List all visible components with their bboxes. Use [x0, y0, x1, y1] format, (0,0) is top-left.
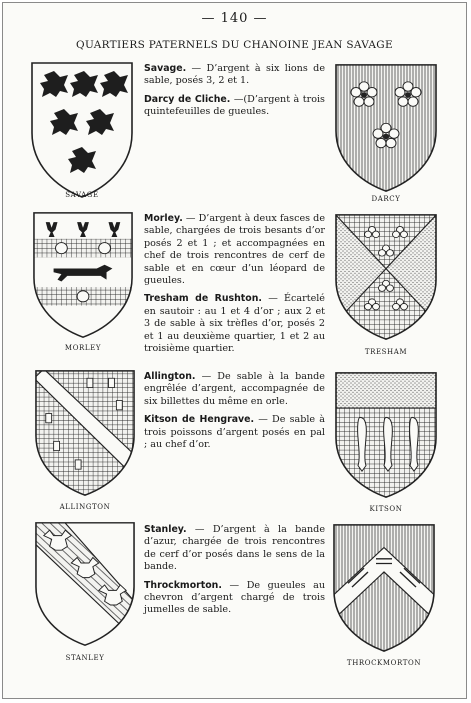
book-page — [2, 2, 467, 699]
page-number: — 140 — — [201, 11, 268, 26]
tresham-arms-shield-image — [334, 213, 438, 341]
entry-kitson: Kitson de Hengrave. — De sable à trois poissons d’argent posés en pal ; au chef d’or. — [144, 414, 325, 451]
page-title: QUARTIERS PATERNELS DU CHANOINE JEAN SAVAGE — [76, 39, 393, 51]
text-block-1 — [144, 63, 325, 125]
caption-tresham: TRESHAM — [364, 348, 408, 356]
caption-morley: MORLEY — [64, 344, 102, 352]
entry-stanley: Stanley. — D’argent à la bande d’azur, chargée de trois rencontres de cerf d’or posés dans le sens de la bande. — [144, 524, 325, 573]
caption-stanley: STANLEY — [65, 654, 105, 662]
caption-allington: ALLINGTON — [59, 503, 111, 511]
text-block-2 — [144, 213, 325, 361]
entry-darcy: Darcy de Cliche. —(D’argent à trois quintefeuilles de gueules. — [144, 93, 325, 118]
savage-arms-shield-image — [30, 61, 134, 199]
caption-kitson: KITSON — [369, 505, 403, 513]
caption-darcy: DARCY — [371, 195, 401, 203]
text-block-3 — [144, 371, 325, 457]
entry-allington: Allington. — De sable à la bande engrêlée d’argent, accompagnée de six billettes du même en orle. — [144, 371, 325, 407]
darcy-arms-shield-image — [334, 63, 438, 193]
kitson-arms-shield-image — [334, 371, 438, 499]
caption-throckmorton: THROCKMORTON — [346, 659, 422, 667]
throckmorton-arms-shield-image — [332, 523, 436, 653]
entry-tresham: Tresham de Rushton. — Écartelé en sautoir : au 1 et 4 d’or ; aux 2 et 3 de sable à six trèfles d’or, posés 2 et 1 au deuxième quartier, 1 et 2 au troisième quartier. — [144, 293, 325, 355]
stanley-arms-shield-image — [34, 521, 136, 647]
entry-savage: Savage. — D’argent à six lions de sable, posés 3, 2 et 1. — [144, 63, 325, 87]
entry-morley: Morley. — D’argent à deux fasces de sable, chargées de trois besants d’or posés 2 et 1 ; et accompagnées en chef de trois rencontres de cerf de sable et en cœur d’un léopard de gueules. — [144, 213, 325, 287]
text-block-4 — [144, 524, 325, 623]
entry-throckmorton: Throckmorton. — De gueules au chevron d’argent chargé de trois jumelles de sable. — [144, 579, 325, 616]
allington-arms-shield-image — [34, 369, 136, 497]
caption-savage: SAVAGE — [65, 191, 99, 199]
morley-arms-shield-image — [32, 211, 134, 339]
